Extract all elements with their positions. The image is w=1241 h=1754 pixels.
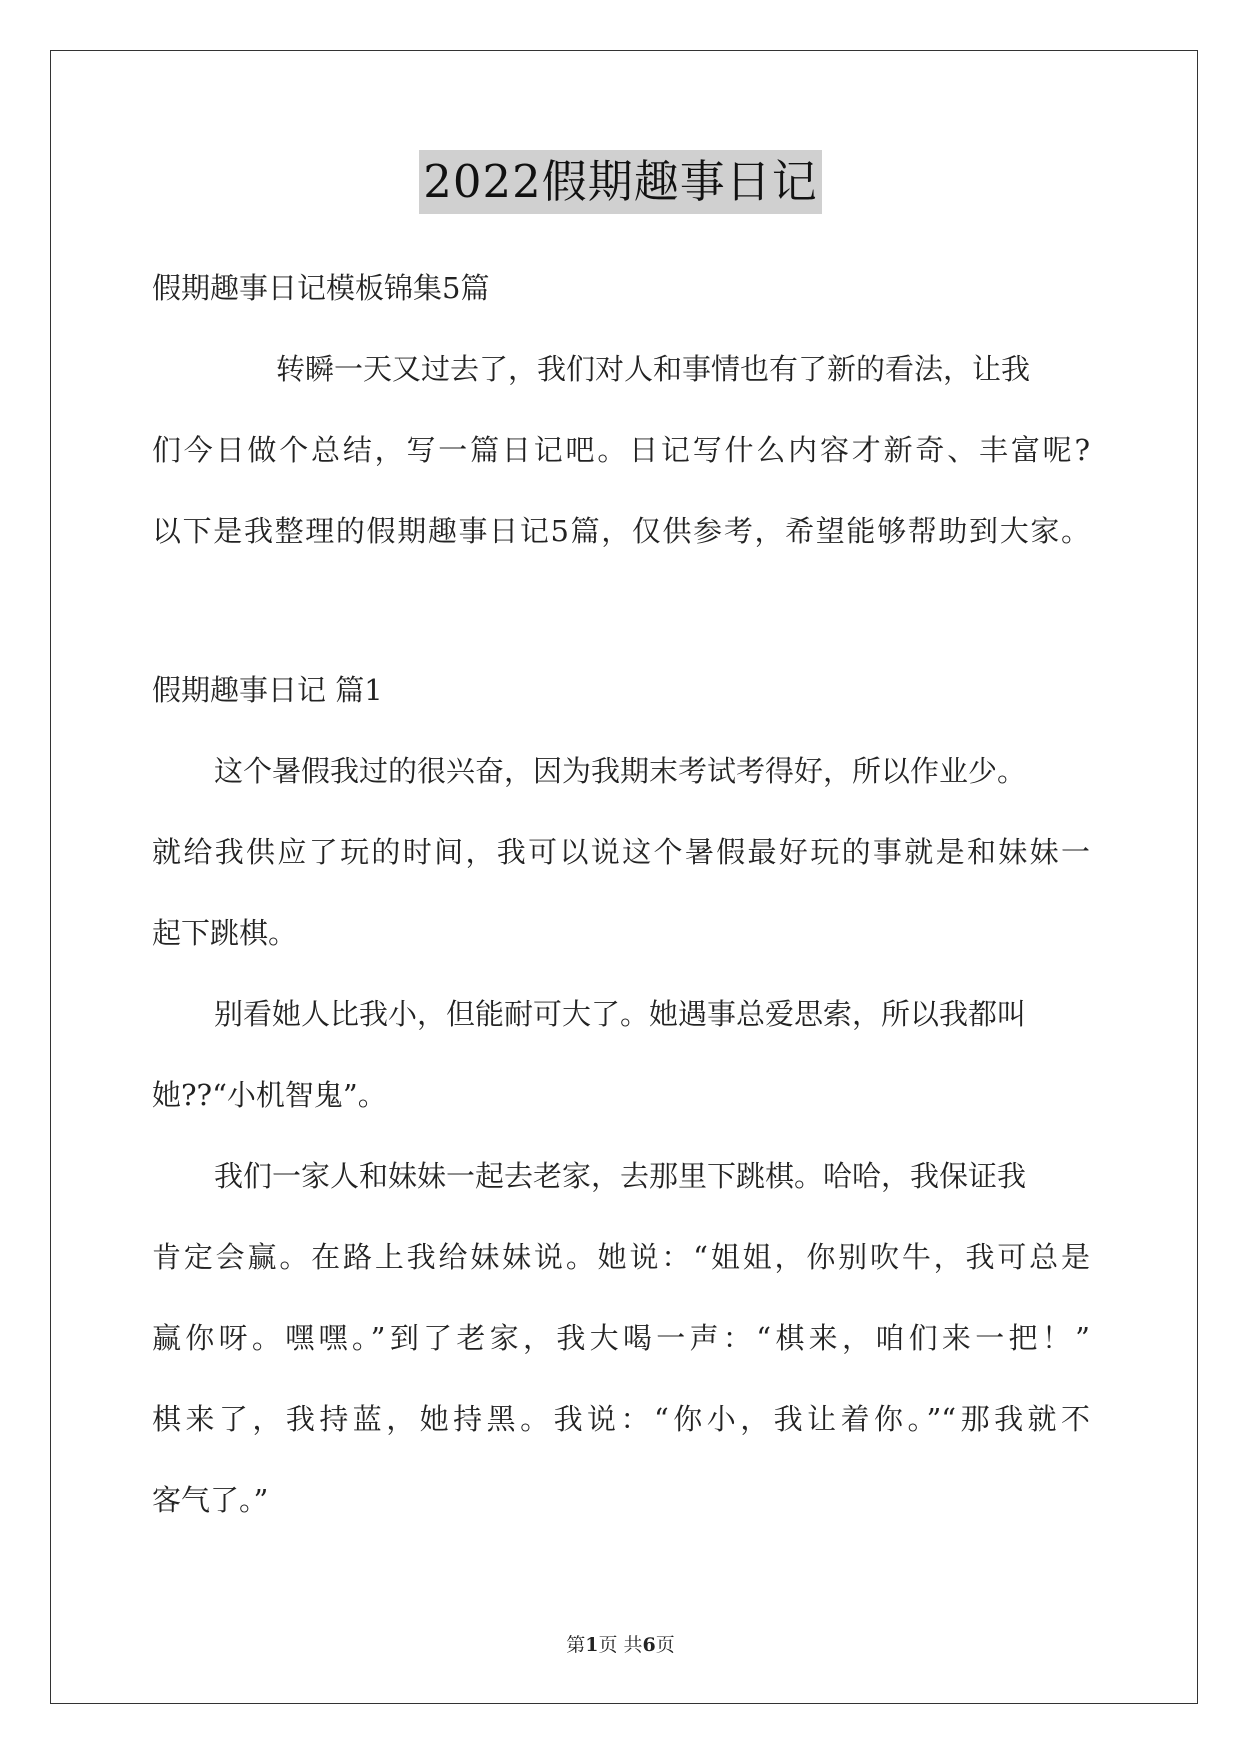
page-number-current: 1 — [585, 1634, 599, 1656]
paragraph-line: 起下跳棋。 — [152, 916, 298, 950]
paragraph-line: 我们一家人和妹妹一起去老家，去那里下跳棋。哈哈，我保证我 — [214, 1159, 1027, 1193]
intro-line-2: 们今日做个总结，写一篇日记吧。日记写什么内容才新奇、丰富呢? — [152, 433, 1090, 467]
document-subtitle: 假期趣事日记模板锦集5篇 — [152, 271, 490, 305]
section-heading: 假期趣事日记 篇1 — [152, 673, 383, 707]
page-number-total: 6 — [642, 1634, 656, 1656]
page-number-suffix: 页 — [655, 1634, 675, 1656]
paragraph-line: 赢你呀。嘿嘿。”到了老家，我大喝一声：“棋来，咱们来一把！” — [152, 1321, 1090, 1355]
paragraph-line: 客气了。” — [152, 1483, 269, 1517]
paragraph-line: 棋来了，我持蓝，她持黑。我说：“你小，我让着你。”“那我就不 — [152, 1402, 1090, 1436]
paragraph-line: 她??“小机智鬼”。 — [152, 1078, 387, 1112]
page-footer — [0, 1630, 1241, 1657]
paragraph-line: 这个暑假我过的很兴奋，因为我期末考试考得好，所以作业少。 — [214, 754, 1027, 788]
paragraph-line: 肯定会赢。在路上我给妹妹说。她说：“姐姐，你别吹牛，我可总是 — [152, 1240, 1090, 1274]
paragraph-line: 别看她人比我小，但能耐可大了。她遇事总爱思索，所以我都叫 — [214, 997, 1027, 1031]
intro-line-3: 以下是我整理的假期趣事日记5篇，仅供参考，希望能够帮助到大家。 — [152, 514, 1090, 548]
page-number-mid: 页 共 — [598, 1634, 643, 1656]
document-title: 2022假期趣事日记 — [419, 150, 822, 214]
page-number-prefix: 第 — [566, 1634, 586, 1656]
intro-line-1: 转瞬一天又过去了，我们对人和事情也有了新的看法，让我 — [276, 352, 1031, 386]
title-container — [0, 150, 1241, 214]
paragraph-line: 就给我供应了玩的时间，我可以说这个暑假最好玩的事就是和妹妹一 — [152, 835, 1090, 869]
